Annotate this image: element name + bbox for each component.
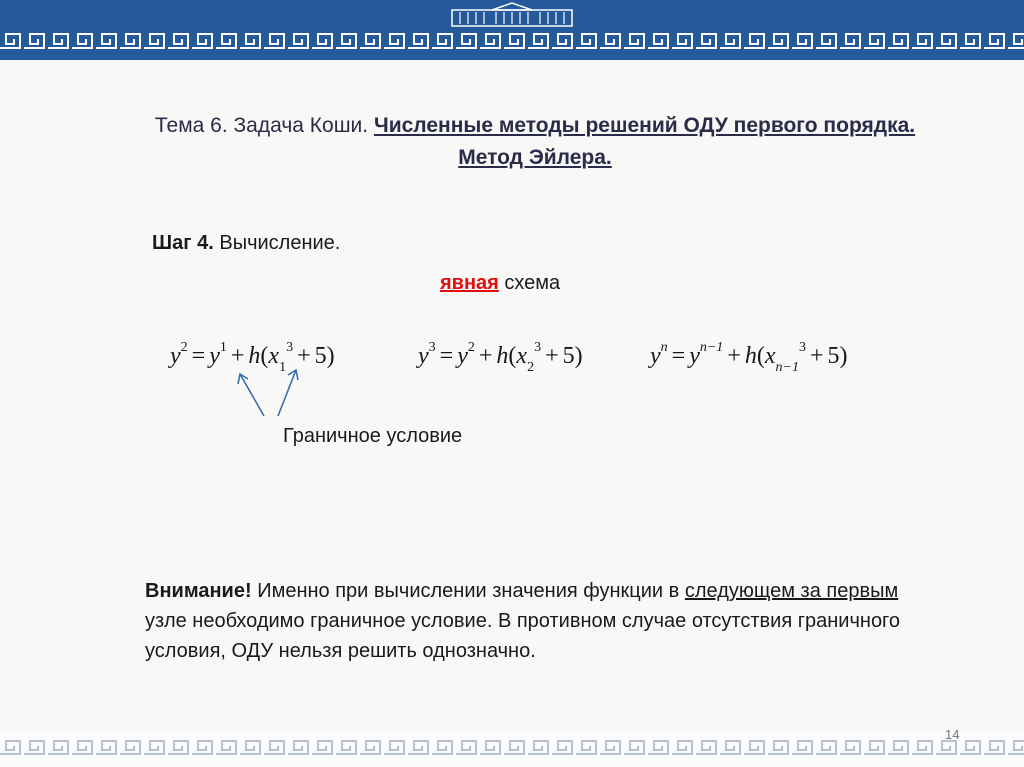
greek-key-border-top — [0, 30, 1024, 52]
slide-title — [140, 110, 930, 174]
building-logo-icon — [432, 2, 592, 28]
scheme-text: схема — [498, 272, 561, 294]
scheme-highlight: явная — [440, 272, 499, 294]
step-heading — [152, 232, 340, 255]
formula-3: $y^n = y^{n-1} + h(x_{n-1}^3 + 5)$ — [650, 340, 848, 375]
boundary-arrows-icon — [230, 360, 310, 420]
footer-band — [0, 732, 1024, 767]
note-bold: Внимание! — [145, 580, 252, 602]
greek-key-border-bottom — [0, 738, 1024, 758]
page-number: 14 — [945, 727, 960, 742]
step-label: Шаг 4. — [152, 232, 214, 254]
step-text: Вычисление. — [213, 232, 341, 254]
title-bold: Численные методы решений ОДУ первого порядка. Метод Эйлера. — [373, 114, 916, 169]
note-underlined: следующем за первым — [684, 580, 899, 602]
title-prefix: Тема 6. Задача Коши. — [154, 114, 374, 137]
attention-note: Внимание! Именно при вычислении значения функции в следующем за первым узле необходимо граничное условие. В противном случае отсутствия граничного условия, ОДУ нельзя решить однозначно. — [145, 580, 901, 662]
boundary-condition-label: Граничное условие — [283, 425, 463, 447]
header-band — [0, 0, 1024, 60]
formula-2: $y^3 = y^2 + h(x_2^3 + 5)$ — [418, 340, 583, 375]
scheme-label — [440, 272, 560, 295]
formula-1: $y^2 = y^1 + h(x_1^3 + 5)$ — [170, 340, 335, 375]
